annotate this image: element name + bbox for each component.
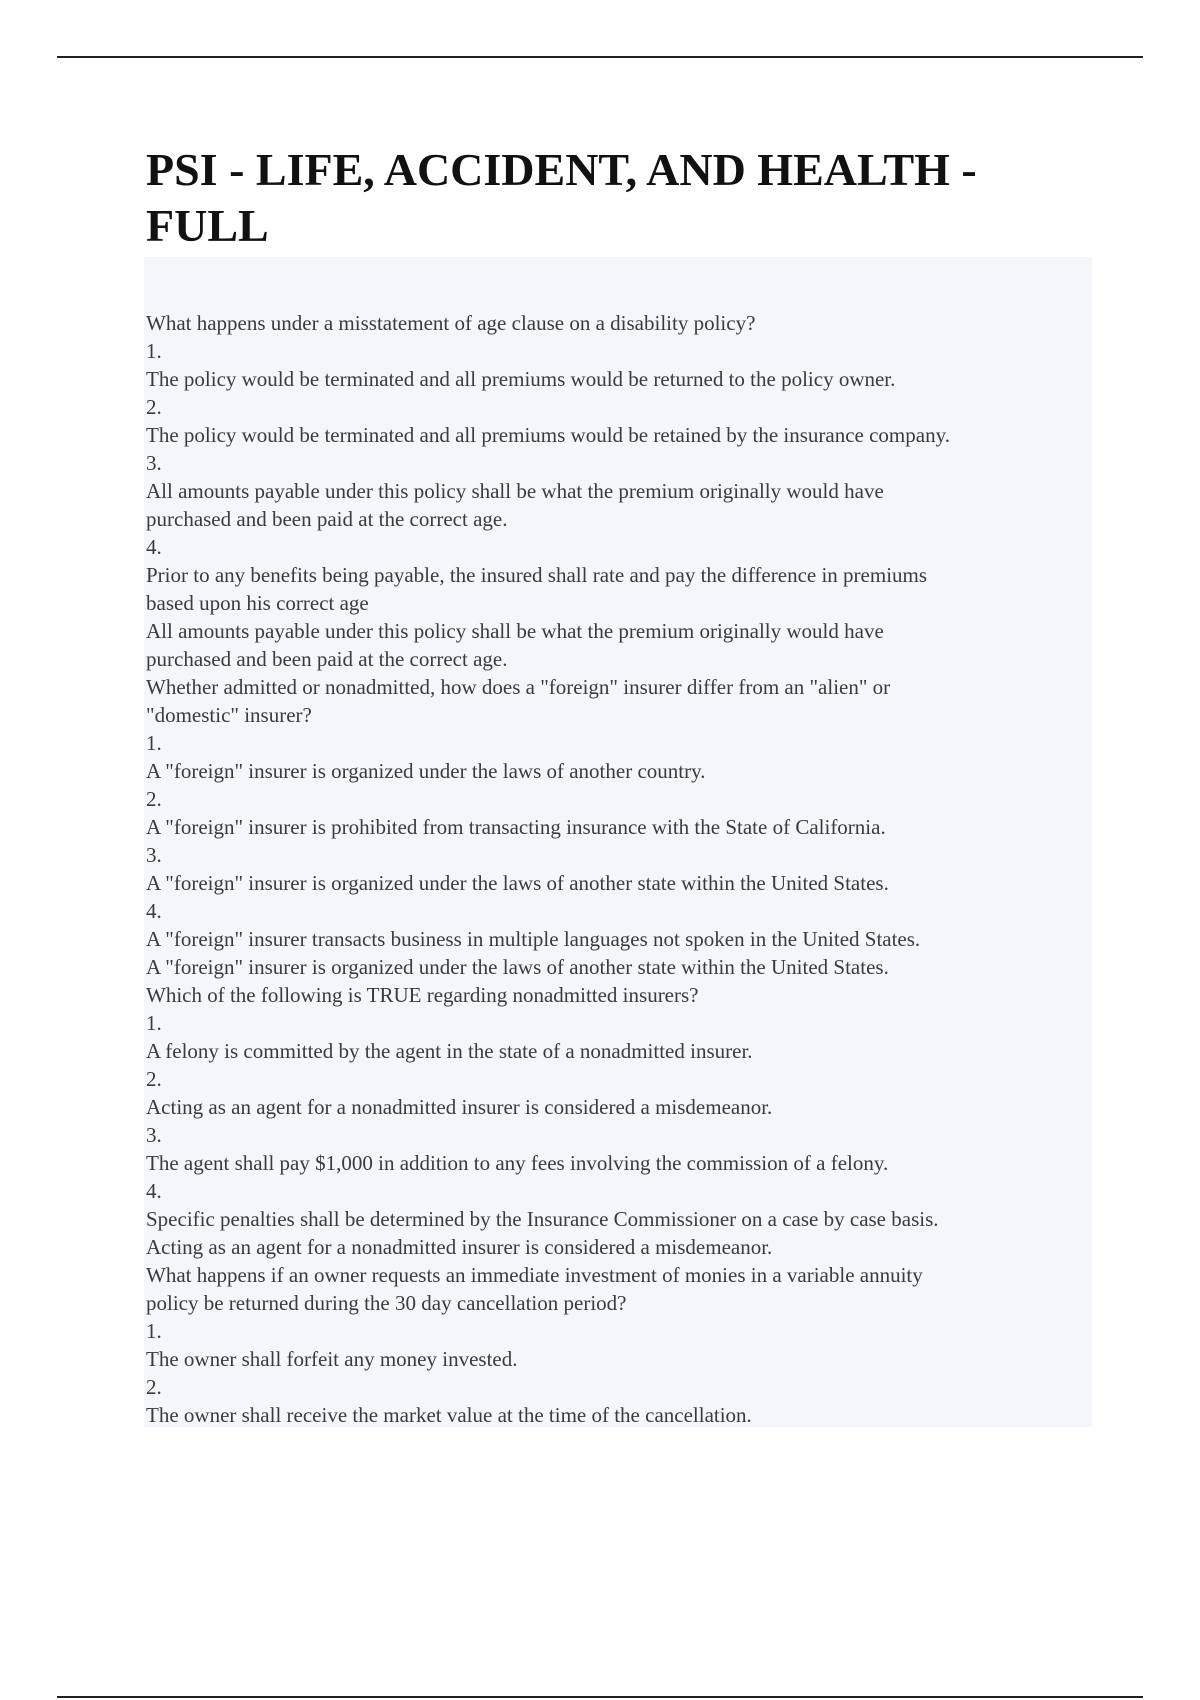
text-line: 3. bbox=[146, 451, 162, 475]
text-line: 3. bbox=[146, 843, 162, 867]
text-line: 4. bbox=[146, 899, 162, 923]
text-line: 2. bbox=[146, 787, 162, 811]
text-line: 1. bbox=[146, 731, 162, 755]
text-line: 1. bbox=[146, 1319, 162, 1343]
text-line: 4. bbox=[146, 535, 162, 559]
text-line: 2. bbox=[146, 1375, 162, 1399]
text-line: What happens under a misstatement of age clause on a disability policy? bbox=[146, 311, 756, 335]
text-line: A "foreign" insurer is organized under the laws of another state within the United States. bbox=[146, 955, 889, 979]
text-line: All amounts payable under this policy shall be what the premium originally would have bbox=[146, 619, 884, 643]
text-line: The owner shall forfeit any money invested. bbox=[146, 1347, 518, 1371]
text-line: 4. bbox=[146, 1179, 162, 1203]
text-line: The policy would be terminated and all premiums would be returned to the policy owner. bbox=[146, 367, 896, 391]
text-line: Prior to any benefits being payable, the insured shall rate and pay the difference in premiums bbox=[146, 563, 928, 587]
text-line: A felony is committed by the agent in the state of a nonadmitted insurer. bbox=[146, 1039, 753, 1063]
text-line: "domestic" insurer? bbox=[146, 703, 312, 727]
text-line: All amounts payable under this policy shall be what the premium originally would have bbox=[146, 479, 884, 503]
text-line: 2. bbox=[146, 1067, 162, 1091]
question-block bbox=[144, 257, 1092, 1427]
text-line: based upon his correct age bbox=[146, 591, 369, 615]
text-line: purchased and been paid at the correct age. bbox=[146, 647, 508, 671]
text-line: What happens if an owner requests an immediate investment of monies in a variable annuity bbox=[146, 1263, 923, 1287]
text-line: 1. bbox=[146, 1011, 162, 1035]
bottom-rule bbox=[57, 1696, 1143, 1698]
text-line: Whether admitted or nonadmitted, how does a "foreign" insurer differ from an "alien" or bbox=[146, 675, 891, 699]
text-line: A "foreign" insurer is organized under the laws of another state within the United States. bbox=[146, 871, 889, 895]
text-line: The agent shall pay $1,000 in addition to any fees involving the commission of a felony. bbox=[146, 1151, 889, 1175]
text-line: The policy would be terminated and all premiums would be retained by the insurance company. bbox=[146, 423, 950, 447]
top-rule bbox=[57, 56, 1143, 58]
text-line: A "foreign" insurer is prohibited from transacting insurance with the State of California. bbox=[146, 815, 886, 839]
text-line: The owner shall receive the market value at the time of the cancellation. bbox=[146, 1403, 752, 1427]
text-line: A "foreign" insurer is organized under the laws of another country. bbox=[146, 759, 706, 783]
text-line: Which of the following is TRUE regarding nonadmitted insurers? bbox=[146, 983, 699, 1007]
text-line: Acting as an agent for a nonadmitted insurer is considered a misdemeanor. bbox=[146, 1095, 773, 1119]
text-line: policy be returned during the 30 day cancellation period? bbox=[146, 1291, 627, 1315]
document-title: PSI - LIFE, ACCIDENT, AND HEALTH - FULL bbox=[146, 144, 977, 251]
text-line: Acting as an agent for a nonadmitted insurer is considered a misdemeanor. bbox=[146, 1235, 773, 1259]
text-line: A "foreign" insurer transacts business in multiple languages not spoken in the United States. bbox=[146, 927, 921, 951]
text-line: 3. bbox=[146, 1123, 162, 1147]
text-line: Specific penalties shall be determined by the Insurance Commissioner on a case by case basis. bbox=[146, 1207, 939, 1231]
text-line: purchased and been paid at the correct age. bbox=[146, 507, 508, 531]
text-line: 1. bbox=[146, 339, 162, 363]
text-line: 2. bbox=[146, 395, 162, 419]
